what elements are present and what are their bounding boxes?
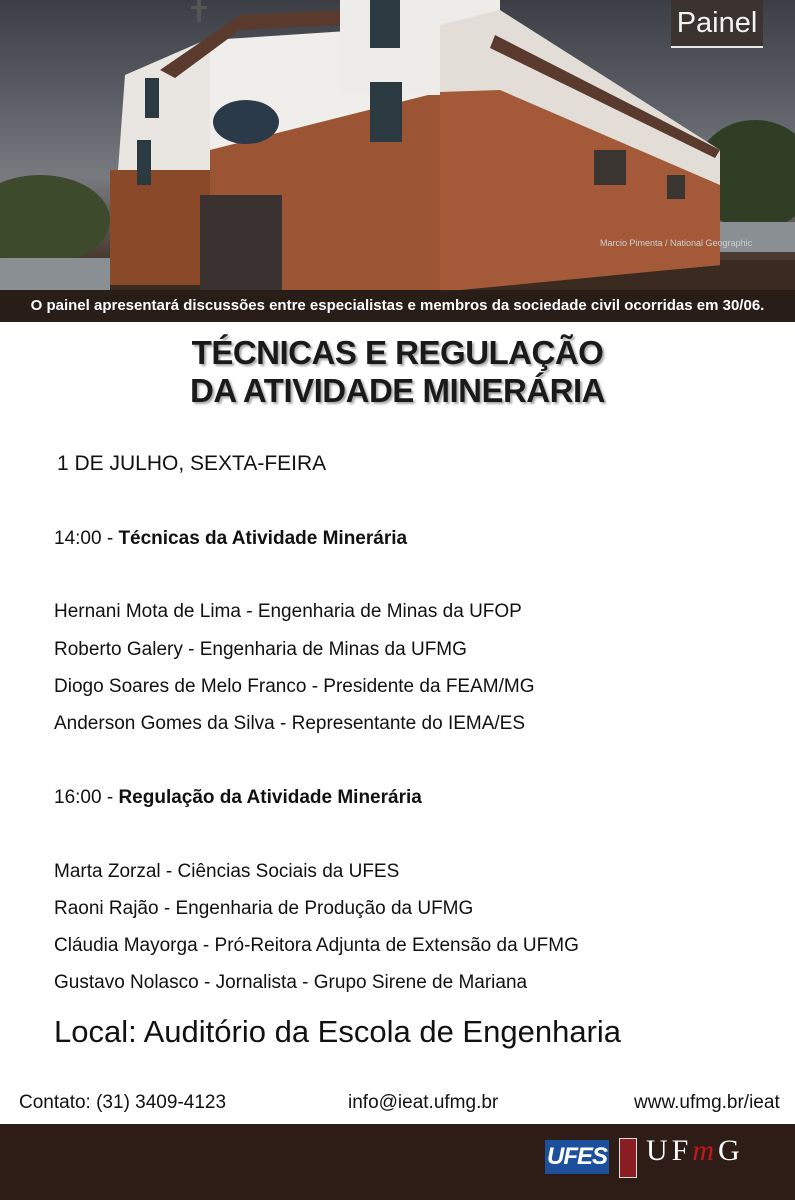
- contact-phone: Contato: (31) 3409-4123: [19, 1092, 227, 1113]
- ufmg-logo: UFmG: [646, 1134, 744, 1167]
- speaker-item: Anderson Gomes da Silva - Representante do IEMA/ES: [54, 713, 526, 734]
- session-2-heading: [54, 787, 422, 809]
- hero-photo: [0, 0, 795, 322]
- speaker-item: Diogo Soares de Melo Franco - Presidente da FEAM/MG: [54, 676, 535, 697]
- event-location: Local: Auditório da Escola de Engenharia: [54, 1014, 622, 1049]
- speaker-item: Marta Zorzal - Ciências Sociais da UFES: [54, 861, 400, 882]
- title-line-1: TÉCNICAS E REGULAÇÃO: [191, 334, 604, 371]
- ufop-logo: [619, 1138, 637, 1178]
- speaker-item: Cláudia Mayorga - Pró-Reitora Adjunta de Extensão da UFMG: [54, 935, 579, 956]
- session-1-name: Técnicas da Atividade Minerária: [118, 528, 408, 549]
- session-2-time: 16:00 -: [54, 787, 119, 808]
- session-1-heading: [54, 528, 407, 550]
- ufes-logo: UFES: [545, 1140, 609, 1174]
- title-line-2: DA ATIVIDADE MINERÁRIA: [190, 372, 605, 409]
- photo-credit: Marcio Pimenta / National Geographic: [600, 238, 753, 248]
- event-title: [0, 334, 795, 410]
- speaker-item: Hernani Mota de Lima - Engenharia de Minas da UFOP: [54, 601, 522, 622]
- session-1-time: 14:00 -: [54, 528, 119, 549]
- hero-caption: O painel apresentará discussões entre especialistas e membros da sociedade civil ocorridas em 30/06.: [0, 290, 795, 322]
- event-date: 1 DE JULHO, SEXTA-FEIRA: [57, 452, 327, 475]
- painel-badge: Painel: [671, 0, 763, 48]
- speaker-item: Gustavo Nolasco - Jornalista - Grupo Sirene de Mariana: [54, 972, 528, 993]
- session-2-name: Regulação da Atividade Minerária: [118, 787, 422, 808]
- speaker-item: Raoni Rajão - Engenharia de Produção da UFMG: [54, 898, 474, 919]
- contact-website[interactable]: www.ufmg.br/ieat: [634, 1092, 780, 1113]
- speaker-item: Roberto Galery - Engenharia de Minas da UFMG: [54, 639, 467, 660]
- contact-email[interactable]: info@ieat.ufmg.br: [348, 1092, 499, 1113]
- church-illustration: [0, 0, 795, 322]
